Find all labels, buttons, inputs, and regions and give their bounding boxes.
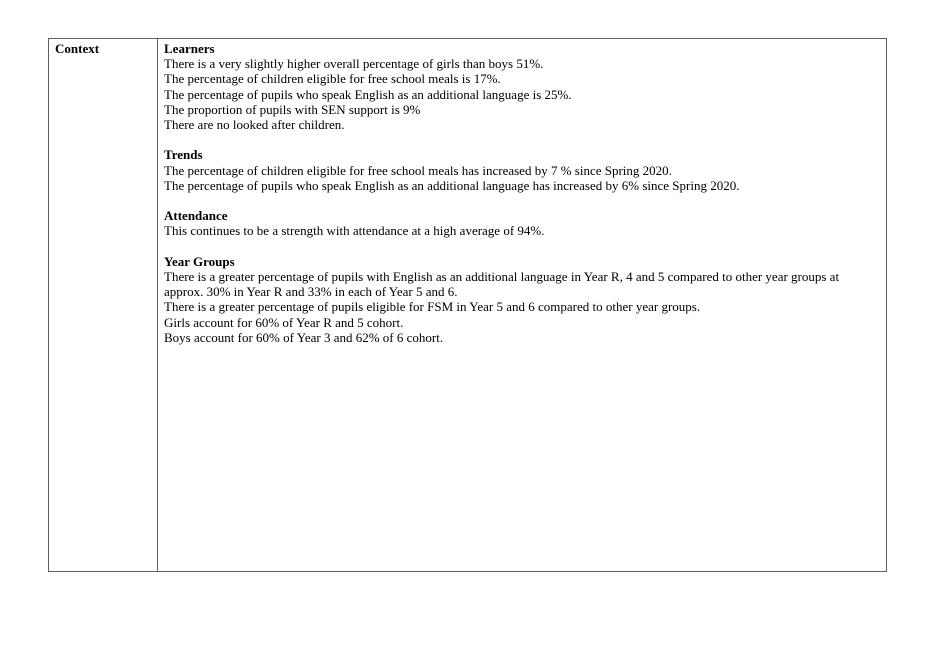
section-attendance (164, 208, 880, 238)
section-line: The percentage of children eligible for free school meals is 17%. (164, 71, 501, 87)
section-line: There is a very slightly higher overall percentage of girls than boys 51%. (164, 56, 544, 72)
row-label-cell (49, 39, 158, 572)
section-line: There is a greater percentage of pupils eligible for FSM in Year 5 and 6 compared to other year groups. (164, 299, 701, 315)
section-heading: Trends (164, 147, 203, 163)
context-table (48, 38, 887, 572)
section-trends (164, 147, 880, 193)
section-line: The proportion of pupils with SEN support is 9% (164, 101, 421, 117)
section-line: The percentage of children eligible for free school meals has increased by 7 % since Spring 2020. (164, 162, 672, 178)
section-line: There are no looked after children. (164, 117, 345, 133)
section-line: Boys account for 60% of Year 3 and 62% of 6 cohort. (164, 329, 444, 345)
row-label: Context (55, 41, 100, 56)
section-line: The percentage of pupils who speak English as an additional language has increased by 6% since Spring 2020. (164, 177, 740, 193)
section-line: There is a greater percentage of pupils with English as an additional language in Year R, 4 and 5 compared to other year groups at approx. 30% in Year R and 33% in each of Year 5 and 6. (164, 269, 840, 300)
section-learners (164, 41, 880, 132)
section-line: Girls account for 60% of Year R and 5 cohort. (164, 314, 404, 330)
section-heading: Year Groups (164, 253, 235, 269)
section-heading: Learners (164, 41, 215, 56)
section-year-groups (164, 254, 880, 345)
section-line: The percentage of pupils who speak English as an additional language is 25%. (164, 86, 572, 102)
row-content-cell (158, 39, 887, 572)
section-line: This continues to be a strength with attendance at a high average of 94%. (164, 223, 545, 239)
table-row (49, 39, 887, 572)
section-heading: Attendance (164, 208, 228, 224)
